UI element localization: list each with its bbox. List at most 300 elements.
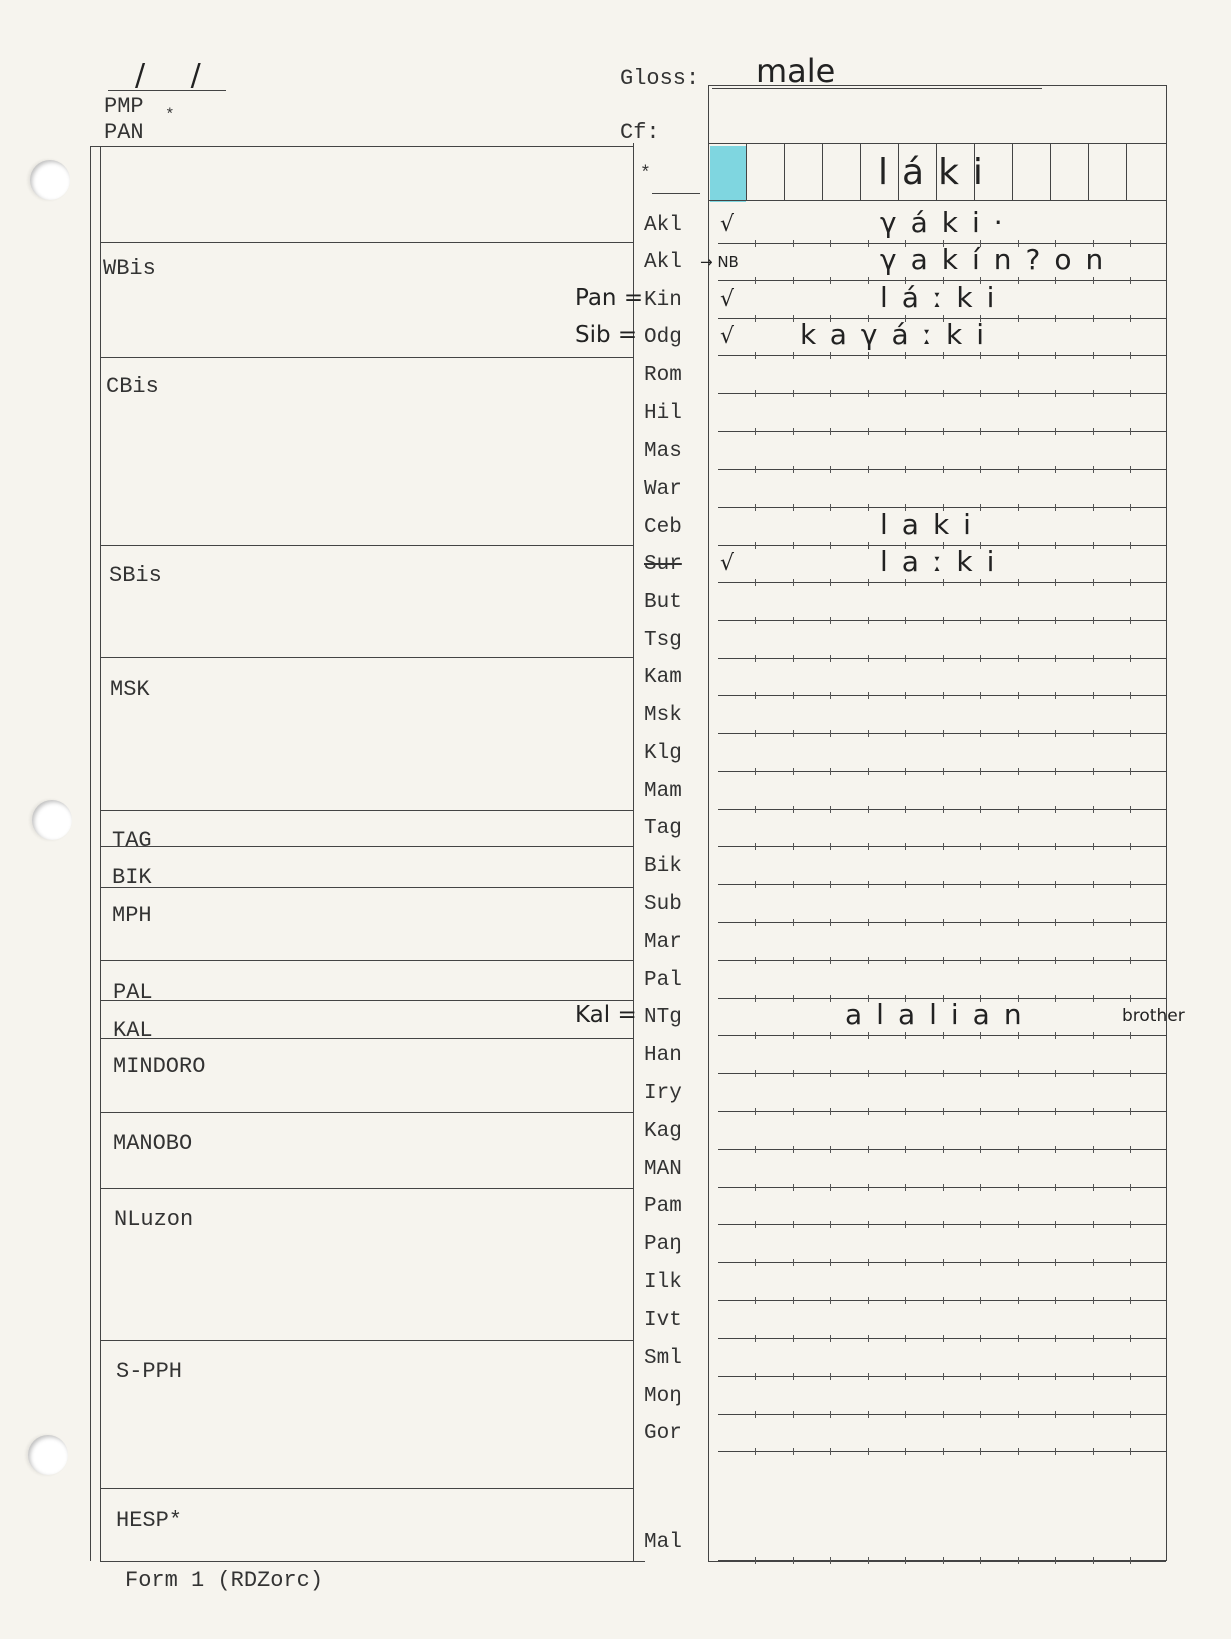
row-tick (1093, 957, 1094, 964)
row-tick (1130, 1448, 1131, 1455)
row-tick (943, 1448, 944, 1455)
row-tick (830, 1032, 831, 1039)
row-tick (1055, 1108, 1056, 1115)
row-tick (830, 768, 831, 775)
row-tick (830, 390, 831, 397)
row-tick (1018, 1108, 1019, 1115)
row-prefix: Pan = (575, 285, 644, 311)
row-tick (793, 579, 794, 586)
row-tick (943, 1108, 944, 1115)
row-tick (755, 617, 756, 624)
row-tick (1130, 579, 1131, 586)
row-tick (980, 1259, 981, 1266)
row-tick (868, 542, 869, 549)
row-tick (905, 352, 906, 359)
row-tick (1130, 617, 1131, 624)
row-tick (943, 617, 944, 624)
row-tick (868, 843, 869, 850)
row-code: Pal (644, 969, 682, 992)
row-tick (943, 579, 944, 586)
row-tick (830, 240, 831, 247)
row-code: Ilk (644, 1271, 682, 1294)
row-tick (1130, 919, 1131, 926)
row-tick (793, 240, 794, 247)
code-column-left (633, 143, 634, 1561)
group-label-cbis: CBis (106, 374, 159, 399)
row-tick (905, 1557, 906, 1564)
row-tick (1130, 1335, 1131, 1342)
row-baseline (718, 771, 1166, 772)
row-tick (905, 768, 906, 775)
row-tick (1130, 390, 1131, 397)
row-tick (1130, 1557, 1131, 1564)
row-tick (1093, 881, 1094, 888)
row-note: brother (1122, 1006, 1185, 1026)
group-label-pal: PAL (113, 980, 153, 1005)
row-tick (1130, 957, 1131, 964)
row-tick (1093, 1032, 1094, 1039)
row-tick (1055, 655, 1056, 662)
row-tick (943, 1184, 944, 1191)
row-tick (868, 1259, 869, 1266)
reflex-form[interactable]: laːki (880, 545, 1009, 578)
proto-cell-divider (746, 143, 747, 200)
row-tick (868, 655, 869, 662)
row-tick (830, 1259, 831, 1266)
row-tick (755, 730, 756, 737)
row-tick (1093, 352, 1094, 359)
row-tick (1093, 1108, 1094, 1115)
row-tick (830, 352, 831, 359)
row-tick (905, 881, 906, 888)
row-baseline (718, 1035, 1166, 1036)
row-baseline (718, 1073, 1166, 1074)
row-code: Odg (644, 326, 682, 349)
row-tick (943, 390, 944, 397)
row-tick (830, 617, 831, 624)
row-tick (905, 806, 906, 813)
row-tick (1018, 617, 1019, 624)
proto-cell-divider (784, 143, 785, 200)
row-tick (1018, 919, 1019, 926)
row-tick (980, 466, 981, 473)
row-tick (905, 1108, 906, 1115)
row-tick (1093, 655, 1094, 662)
row-tick (943, 730, 944, 737)
proto-highlight (710, 146, 746, 202)
row-tick (755, 1448, 756, 1455)
row-tick (1130, 1297, 1131, 1304)
row-code: Hil (644, 402, 682, 425)
row-tick (830, 579, 831, 586)
row-tick (1093, 1448, 1094, 1455)
row-tick (980, 1070, 981, 1077)
reflex-form[interactable]: láːki (880, 281, 1009, 314)
row-tick (868, 881, 869, 888)
row-tick (868, 1184, 869, 1191)
row-code: Mam (644, 780, 682, 803)
row-tick (755, 1259, 756, 1266)
row-tick (1018, 315, 1019, 322)
reflex-form[interactable]: kaγáːki (800, 318, 999, 351)
row-tick (905, 919, 906, 926)
row-tick (1093, 1070, 1094, 1077)
row-baseline (718, 1338, 1166, 1339)
row-tick (943, 466, 944, 473)
row-tick (793, 881, 794, 888)
sep-manobo (100, 1112, 633, 1113)
row-tick (868, 277, 869, 284)
proto-rule (652, 193, 700, 194)
row-tick (1018, 806, 1019, 813)
proto-star: * (640, 164, 651, 184)
row-tick (980, 1411, 981, 1418)
grid-bottom (708, 1561, 1166, 1562)
row-tick (755, 919, 756, 926)
row-tick (1055, 995, 1056, 1002)
row-code: Kam (644, 666, 682, 689)
row-tick (980, 655, 981, 662)
row-tick (1018, 843, 1019, 850)
row-tick (1055, 466, 1056, 473)
row-tick (1018, 655, 1019, 662)
row-baseline (718, 846, 1166, 847)
row-tick (868, 1108, 869, 1115)
row-tick (943, 1335, 944, 1342)
row-tick (793, 315, 794, 322)
row-code: Moŋ (644, 1385, 682, 1408)
row-code: Klg (644, 742, 682, 765)
row-tick (830, 1146, 831, 1153)
row-tick (755, 1297, 756, 1304)
row-tick (1093, 1557, 1094, 1564)
sep-sbis (100, 545, 633, 546)
row-code: Tsg (644, 629, 682, 652)
row-tick (1055, 1448, 1056, 1455)
row-tick (980, 1373, 981, 1380)
row-tick (905, 1184, 906, 1191)
row-tick (1055, 1297, 1056, 1304)
row-tick (830, 957, 831, 964)
row-tick (1055, 881, 1056, 888)
row-tick (830, 806, 831, 813)
grid-top (708, 85, 1166, 86)
row-tick (943, 1259, 944, 1266)
row-tick (868, 730, 869, 737)
row-tick (1093, 768, 1094, 775)
row-tick (1018, 1297, 1019, 1304)
row-tick (830, 504, 831, 511)
row-tick (868, 957, 869, 964)
row-tick (868, 1335, 869, 1342)
row-tick (830, 277, 831, 284)
row-tick (1055, 843, 1056, 850)
row-tick (755, 768, 756, 775)
row-code: But (644, 591, 682, 614)
row-code: Ceb (644, 516, 682, 539)
row-tick (755, 390, 756, 397)
row-tick (1130, 466, 1131, 473)
row-tick (868, 1297, 869, 1304)
row-baseline (718, 582, 1166, 583)
row-tick (868, 768, 869, 775)
sep-pal (100, 960, 633, 961)
grid-right-border (1166, 85, 1167, 1561)
reflex-form[interactable]: laki (880, 508, 985, 541)
row-code: Pam (644, 1195, 682, 1218)
row-tick (830, 1221, 831, 1228)
row-tick (1130, 881, 1131, 888)
row-tick (980, 919, 981, 926)
row-tick (1055, 1032, 1056, 1039)
row-tick (793, 428, 794, 435)
row-baseline (718, 809, 1166, 810)
row-tick (1018, 1373, 1019, 1380)
sep-bik (100, 846, 633, 847)
row-tick (868, 1146, 869, 1153)
row-tick (1093, 542, 1094, 549)
row-tick (943, 806, 944, 813)
row-tick (793, 692, 794, 699)
row-tick (793, 655, 794, 662)
row-tick (793, 843, 794, 850)
row-tick (1130, 1070, 1131, 1077)
row-tick (943, 1032, 944, 1039)
row-tick (980, 1297, 981, 1304)
row-tick (1093, 843, 1094, 850)
row-tick (905, 1335, 906, 1342)
row-tick (980, 1108, 981, 1115)
punch-hole-bottom (28, 1435, 68, 1475)
row-tick (980, 881, 981, 888)
row-tick (943, 692, 944, 699)
row-tick (1093, 1411, 1094, 1418)
row-tick (755, 806, 756, 813)
row-tick (980, 617, 981, 624)
row-code: Paŋ (644, 1233, 682, 1256)
row-code: Sml (644, 1347, 682, 1370)
row-tick (980, 843, 981, 850)
row-tick (1055, 390, 1056, 397)
row-tick (1093, 466, 1094, 473)
row-tick (830, 881, 831, 888)
reflex-form[interactable]: γáki· (880, 206, 1017, 239)
row-baseline (718, 695, 1166, 696)
row-tick (793, 1108, 794, 1115)
row-tick (793, 919, 794, 926)
proto-cell-divider (1126, 143, 1127, 200)
sep-spph (100, 1340, 633, 1341)
row-tick (793, 957, 794, 964)
reflex-form[interactable]: alalian (845, 998, 1036, 1031)
row-tick (1130, 692, 1131, 699)
row-tick (793, 277, 794, 284)
row-tick (755, 957, 756, 964)
row-tick (793, 806, 794, 813)
pmp-rule (108, 90, 226, 91)
row-tick (1055, 617, 1056, 624)
row-tick (793, 1557, 794, 1564)
row-tick (1018, 504, 1019, 511)
row-baseline (718, 658, 1166, 659)
row-tick (755, 1411, 756, 1418)
row-baseline (718, 1262, 1166, 1263)
sep-cbis (100, 357, 633, 358)
check-mark: √ (720, 212, 735, 237)
gloss-rule (712, 88, 1042, 89)
row-tick (868, 1557, 869, 1564)
row-code: NTg (644, 1006, 682, 1029)
row-tick (905, 655, 906, 662)
row-tick (830, 1557, 831, 1564)
row-tick (905, 1146, 906, 1153)
row-tick (1018, 390, 1019, 397)
group-label-msk: MSK (110, 677, 150, 702)
row-tick (755, 881, 756, 888)
group-label-bik: BIK (112, 865, 152, 890)
group-label-tag: TAG (112, 828, 152, 853)
row-tick (1130, 315, 1131, 322)
row-baseline (718, 884, 1166, 885)
row-tick (830, 919, 831, 926)
row-tick (1018, 1184, 1019, 1191)
row-tick (1130, 277, 1131, 284)
pan-label: PAN (104, 120, 144, 145)
row-tick (1130, 1259, 1131, 1266)
row-tick (1055, 806, 1056, 813)
row-tick (755, 1108, 756, 1115)
row-tick (793, 1373, 794, 1380)
row-tick (980, 1335, 981, 1342)
row-tick (1018, 881, 1019, 888)
row-tick (980, 1448, 981, 1455)
row-tick (1093, 579, 1094, 586)
row-tick (793, 730, 794, 737)
group-label-kal: KAL (113, 1018, 153, 1043)
row-tick (793, 768, 794, 775)
row-code: Sur (644, 553, 682, 576)
row-tick (793, 617, 794, 624)
check-mark: √ (720, 551, 735, 576)
row-tick (1093, 504, 1094, 511)
gloss-value[interactable]: male (756, 52, 836, 90)
row-tick (905, 1411, 906, 1418)
row-code: Msk (644, 704, 682, 727)
row-tick (1130, 240, 1131, 247)
sep-wbis (100, 242, 633, 243)
header-slashes: / / (135, 58, 219, 93)
row-tick (1093, 428, 1094, 435)
row-tick (830, 995, 831, 1002)
cf-label: Cf: (620, 120, 660, 145)
row-tick (943, 957, 944, 964)
row-baseline (718, 431, 1166, 432)
row-tick (1018, 1448, 1019, 1455)
row-tick (755, 1221, 756, 1228)
group-label-manobo: MANOBO (113, 1131, 193, 1156)
row-code: Ivt (644, 1309, 682, 1332)
row-tick (1055, 504, 1056, 511)
row-tick (830, 730, 831, 737)
row-tick (1093, 1297, 1094, 1304)
row-tick (1018, 1411, 1019, 1418)
row-tick (755, 1146, 756, 1153)
row-tick (943, 1297, 944, 1304)
row-tick (1130, 428, 1131, 435)
row-tick (868, 617, 869, 624)
proto-form[interactable]: láki (878, 152, 997, 193)
row-tick (793, 1259, 794, 1266)
row-tick (1093, 692, 1094, 699)
row-tick (793, 1411, 794, 1418)
row-code: Mal (644, 1531, 682, 1554)
row-tick (1130, 1373, 1131, 1380)
row-tick (943, 655, 944, 662)
row-code: War (644, 478, 682, 501)
row-tick (755, 1032, 756, 1039)
row-baseline (718, 1414, 1166, 1415)
proto-cell-divider (1050, 143, 1051, 200)
row-tick (830, 655, 831, 662)
row-tick (868, 1448, 869, 1455)
row-tick (1018, 1146, 1019, 1153)
row-code: Kin (644, 289, 682, 312)
pmp-label: PMP (104, 94, 144, 119)
row-tick (1093, 730, 1094, 737)
proto-cell-divider (1088, 143, 1089, 200)
row-tick (793, 995, 794, 1002)
row-tick (793, 1448, 794, 1455)
sep-msk (100, 657, 633, 658)
row-tick (1055, 352, 1056, 359)
row-arrow-note: → NB (700, 253, 739, 271)
row-tick (1018, 768, 1019, 775)
row-tick (755, 843, 756, 850)
row-tick (1018, 542, 1019, 549)
row-tick (830, 542, 831, 549)
row-tick (755, 315, 756, 322)
row-tick (943, 1070, 944, 1077)
row-baseline (718, 620, 1166, 621)
row-tick (1130, 1221, 1131, 1228)
sep-nluzon (100, 1188, 633, 1189)
row-tick (1018, 352, 1019, 359)
row-tick (868, 504, 869, 511)
row-tick (980, 768, 981, 775)
row-tick (905, 579, 906, 586)
row-tick (1018, 1032, 1019, 1039)
row-baseline (718, 1451, 1166, 1452)
row-baseline (718, 1560, 1166, 1561)
row-tick (755, 995, 756, 1002)
row-baseline (718, 355, 1166, 356)
gloss-label: Gloss: (620, 66, 700, 91)
row-tick (980, 692, 981, 699)
row-tick (793, 1221, 794, 1228)
punch-hole-top (30, 160, 70, 200)
row-tick (868, 390, 869, 397)
row-tick (830, 428, 831, 435)
row-tick (980, 1032, 981, 1039)
row-tick (1055, 1411, 1056, 1418)
row-baseline (718, 393, 1166, 394)
row-code: Sub (644, 893, 682, 916)
row-tick (755, 466, 756, 473)
left-border-outer (90, 146, 91, 1561)
row-tick (830, 1184, 831, 1191)
reflex-form[interactable]: γakín?on (880, 243, 1118, 276)
row-tick (1018, 692, 1019, 699)
